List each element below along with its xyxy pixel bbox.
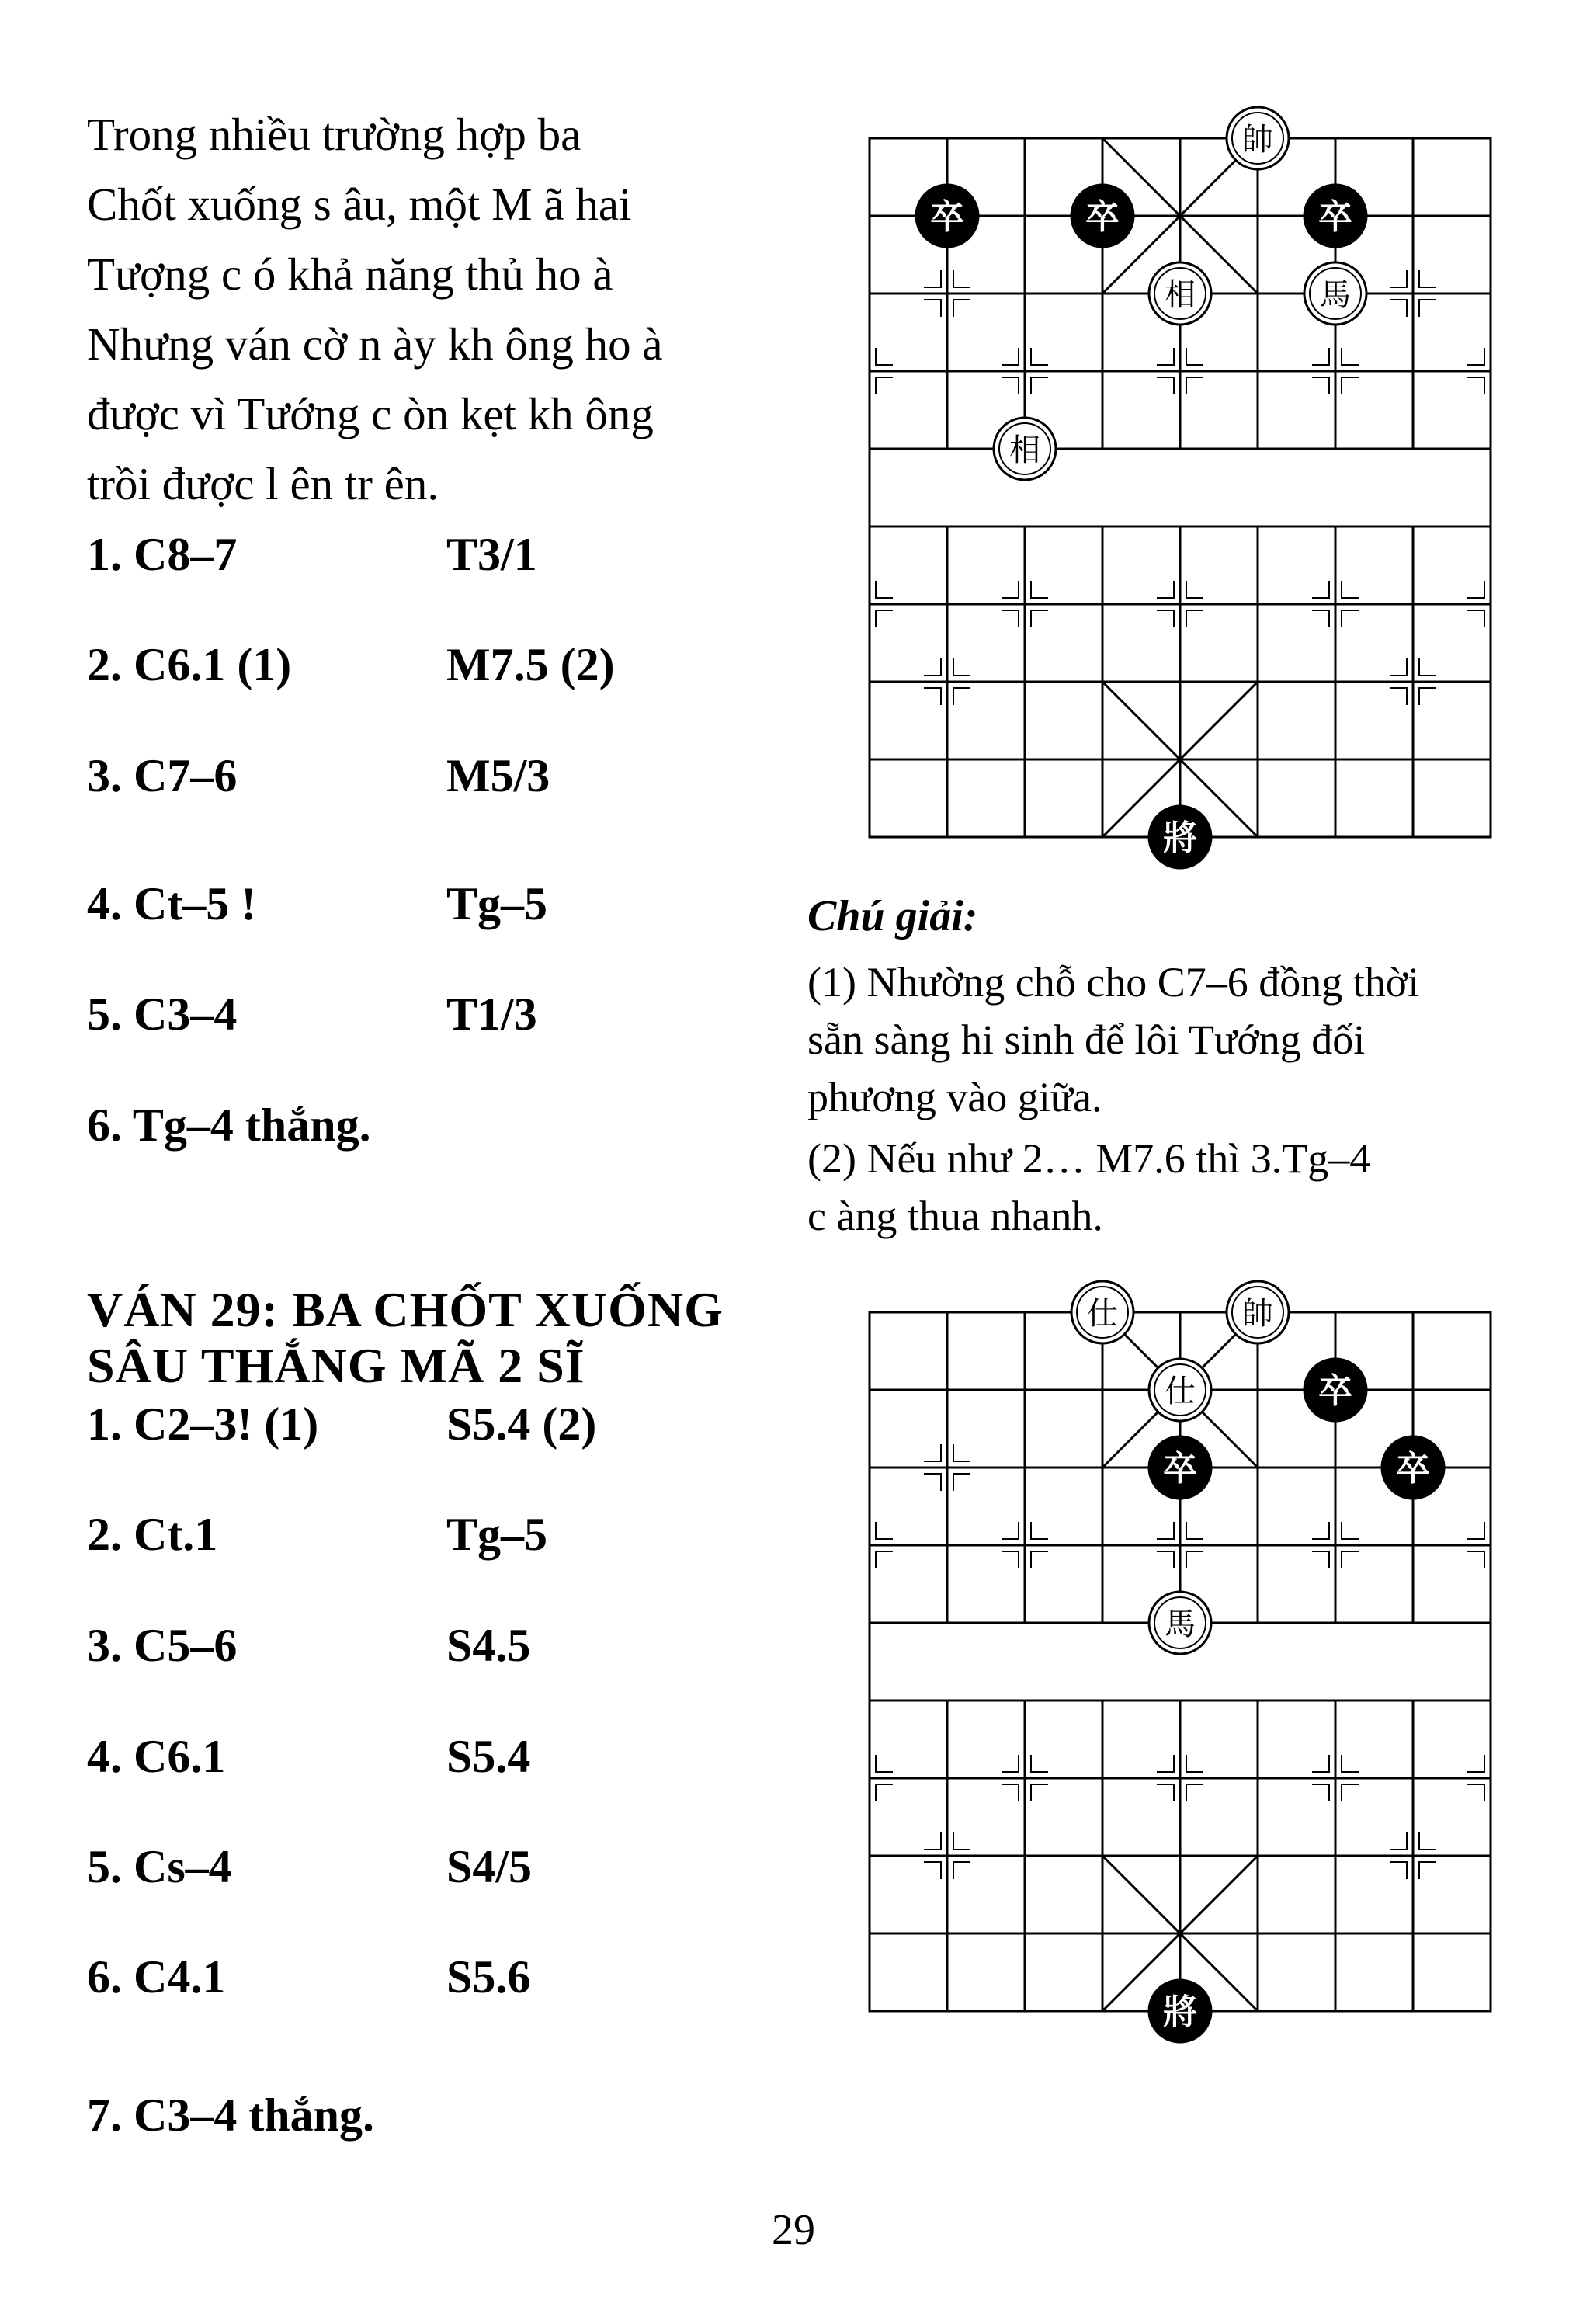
move-red: 2. Ct.1 [87,1509,218,1560]
note-line: (1) Nhường chỗ cho C7–6 đồng thời [807,959,1420,1006]
xiangqi-board-2 [831,1273,1498,2034]
svg-text:卒: 卒 [1396,1449,1430,1489]
note-line: phương vào giữa. [807,1074,1102,1120]
red-piece [1149,1592,1211,1654]
intro-line: Chốt xuống s âu, một M ã hai [87,179,632,230]
move-red: 1. C8–7 [87,529,238,580]
move-red: 4. C6.1 [87,1731,226,1782]
move-red: 7. C3–4 thắng. [87,2090,375,2141]
black-piece [1071,185,1133,247]
notes-heading: Chú giải: [807,892,978,940]
black-piece [1304,185,1366,247]
game2-title-line-1: VÁN 29: BA CHỐT XUỐNG [87,1282,724,1337]
red-piece [1149,1359,1211,1421]
black-piece [1149,806,1211,868]
note-line: (2) Nếu như 2… M7.6 thì 3.Tg–4 [807,1135,1371,1182]
svg-text:仕: 仕 [1087,1296,1118,1332]
svg-text:帥: 帥 [1242,1296,1273,1332]
svg-text:卒: 卒 [1163,1449,1197,1489]
note-line: sẵn sàng hi sinh để lôi Tướng đối [807,1016,1366,1063]
move-black: Tg–5 [446,878,548,929]
red-piece [994,418,1056,480]
svg-text:帥: 帥 [1242,122,1273,158]
intro-line: trồi được l ên tr ên. [87,458,439,509]
black-piece [1304,1359,1366,1421]
svg-text:相: 相 [1165,277,1196,313]
move-black: S5.4 (2) [446,1398,597,1450]
move-black: Tg–5 [446,1509,548,1560]
move-red: 5. C3–4 [87,988,238,1040]
game2-title-line-2: SÂU THẮNG MÃ 2 SĨ [87,1338,585,1393]
move-red: 6. C4.1 [87,1951,226,2003]
red-piece [1227,107,1289,169]
svg-text:仕: 仕 [1165,1374,1196,1409]
move-red: 4. Ct–5 ! [87,878,257,929]
move-black: T3/1 [446,529,537,580]
svg-text:相: 相 [1009,432,1040,468]
svg-text:將: 將 [1163,1992,1197,2032]
red-piece [1227,1281,1289,1343]
intro-line: Trong nhiều trường hợp ba [87,109,581,160]
black-piece [1149,1436,1211,1499]
note-1 [807,954,1553,1126]
note-2 [807,1130,1553,1245]
move-black: S5.6 [446,1951,531,2003]
page-number: 29 [772,2206,815,2254]
red-piece [1304,262,1366,325]
move-black: T1/3 [446,988,537,1040]
black-piece [1149,1980,1211,2042]
intro-line: Tượng c ó khả năng thủ ho à [87,248,613,300]
svg-text:卒: 卒 [1318,1371,1352,1411]
move-red: 2. C6.1 (1) [87,639,292,690]
svg-text:卒: 卒 [930,197,964,237]
svg-text:卒: 卒 [1318,197,1352,237]
red-piece [1071,1281,1133,1343]
black-piece [916,185,978,247]
move-red: 5. Cs–4 [87,1841,232,1892]
svg-text:馬: 馬 [1320,277,1351,313]
move-black: S4/5 [446,1841,533,1892]
move-black: S5.4 [446,1731,531,1782]
move-black: M5/3 [446,750,550,801]
note-line: c àng thua nhanh. [807,1193,1103,1239]
move-black: S4.5 [446,1620,531,1671]
move-red: 1. C2–3! (1) [87,1398,319,1450]
intro-paragraph [87,99,770,519]
svg-text:卒: 卒 [1085,197,1120,237]
move-red: 6. Tg–4 thắng. [87,1099,371,1151]
move-black: M7.5 (2) [446,639,615,690]
black-piece [1382,1436,1444,1499]
move-red: 3. C7–6 [87,750,238,801]
intro-line: Nhưng ván cờ n ày kh ông ho à [87,318,663,370]
red-piece [1149,262,1211,325]
svg-text:將: 將 [1163,818,1197,858]
intro-line: được vì Tướng c òn kẹt kh ông [87,388,654,439]
move-red: 3. C5–6 [87,1620,238,1671]
svg-text:馬: 馬 [1165,1607,1196,1642]
xiangqi-board-1 [831,99,1498,860]
